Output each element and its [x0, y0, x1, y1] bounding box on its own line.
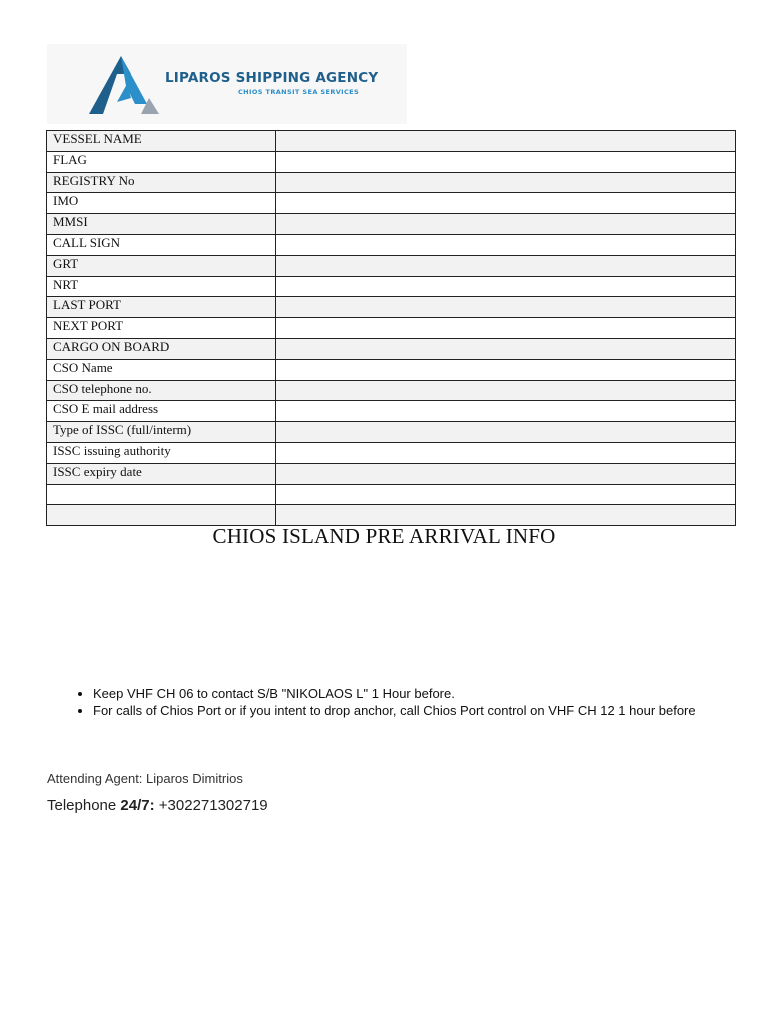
- form-row: [47, 359, 736, 380]
- field-label: [47, 484, 276, 505]
- field-value[interactable]: [276, 214, 736, 235]
- form-row: [47, 338, 736, 359]
- form-row: [47, 297, 736, 318]
- field-label: CSO Name: [47, 359, 276, 380]
- field-label: NEXT PORT: [47, 318, 276, 339]
- field-label: GRT: [47, 255, 276, 276]
- field-value[interactable]: [276, 505, 736, 526]
- telephone-line: [47, 797, 268, 814]
- company-logo: [47, 44, 407, 124]
- field-label: VESSEL NAME: [47, 131, 276, 152]
- field-value[interactable]: [276, 338, 736, 359]
- attending-agent: Attending Agent: Liparos Dimitrios: [47, 771, 243, 786]
- note-item: • For calls of Chios Port or if you intent to drop anchor, call Chios Port control on VHF CH 12 1 hour before: [93, 702, 768, 719]
- field-value[interactable]: [276, 422, 736, 443]
- form-row: [47, 422, 736, 443]
- field-value[interactable]: [276, 318, 736, 339]
- field-label: CSO E mail address: [47, 401, 276, 422]
- field-value[interactable]: [276, 463, 736, 484]
- telephone-number: +302271302719: [154, 797, 268, 814]
- field-label: NRT: [47, 276, 276, 297]
- telephone-hours: 24/7:: [120, 797, 155, 814]
- form-row: [47, 255, 736, 276]
- field-value[interactable]: [276, 131, 736, 152]
- form-row: [47, 401, 736, 422]
- field-value[interactable]: [276, 172, 736, 193]
- field-value[interactable]: [276, 255, 736, 276]
- logo-mark-icon: [87, 54, 167, 118]
- field-value[interactable]: [276, 276, 736, 297]
- field-value[interactable]: [276, 484, 736, 505]
- field-value[interactable]: [276, 401, 736, 422]
- note-item: • Keep VHF CH 06 to contact S/B "NIKOLAOS L" 1 Hour before.: [93, 685, 768, 702]
- field-label: ISSC issuing authority: [47, 442, 276, 463]
- form-row: [47, 172, 736, 193]
- company-tagline: CHIOS TRANSIT SEA SERVICES: [238, 88, 360, 96]
- form-row: [47, 505, 736, 526]
- form-row: [47, 442, 736, 463]
- field-value[interactable]: [276, 297, 736, 318]
- field-value[interactable]: [276, 442, 736, 463]
- form-row: [47, 151, 736, 172]
- field-label: FLAG: [47, 151, 276, 172]
- field-label: [47, 505, 276, 526]
- field-value[interactable]: [276, 193, 736, 214]
- form-row: [47, 193, 736, 214]
- field-label: REGISTRY No: [47, 172, 276, 193]
- form-row: [47, 463, 736, 484]
- notes-list: [46, 685, 768, 719]
- form-row: [47, 234, 736, 255]
- company-name: LIPAROS SHIPPING AGENCY: [165, 70, 379, 86]
- form-row: [47, 131, 736, 152]
- field-value[interactable]: [276, 234, 736, 255]
- telephone-prefix: Telephone: [47, 797, 121, 814]
- field-value[interactable]: [276, 151, 736, 172]
- field-label: ISSC expiry date: [47, 463, 276, 484]
- page-title: CHIOS ISLAND PRE ARRIVAL INFO: [212, 524, 556, 548]
- form-row: [47, 318, 736, 339]
- field-label: LAST PORT: [47, 297, 276, 318]
- field-value[interactable]: [276, 380, 736, 401]
- field-label: Type of ISSC (full/interm): [47, 422, 276, 443]
- field-label: IMO: [47, 193, 276, 214]
- form-row: [47, 484, 736, 505]
- field-label: CARGO ON BOARD: [47, 338, 276, 359]
- field-label: MMSI: [47, 214, 276, 235]
- form-row: [47, 380, 736, 401]
- form-row: [47, 276, 736, 297]
- field-value[interactable]: [276, 359, 736, 380]
- field-label: CSO telephone no.: [47, 380, 276, 401]
- form-row: [47, 214, 736, 235]
- field-label: CALL SIGN: [47, 234, 276, 255]
- vessel-info-table: [46, 130, 736, 526]
